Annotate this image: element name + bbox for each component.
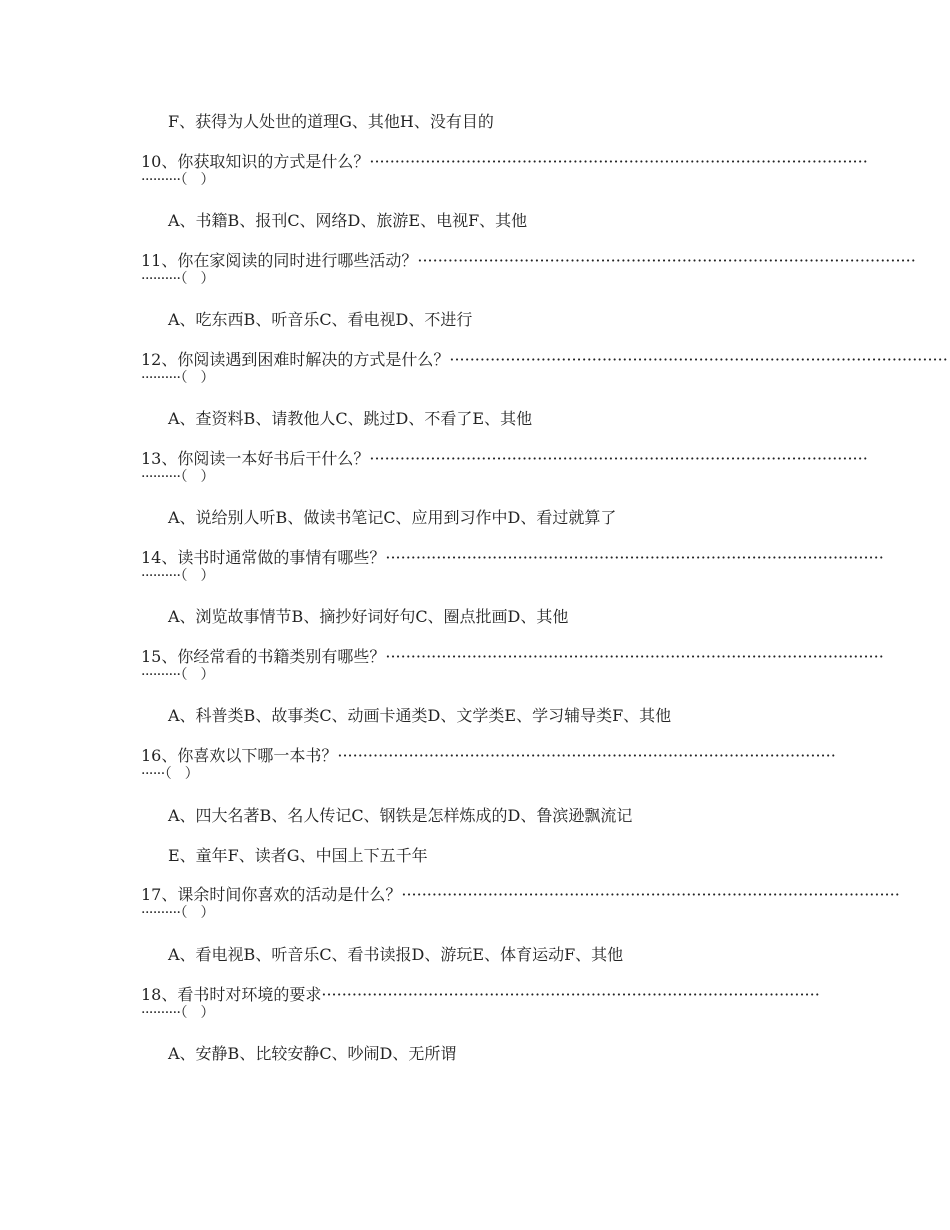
- question-14: [141, 548, 884, 567]
- leader-dots: ··································································································: [337, 746, 836, 765]
- answer-blank-11: ··········（ ）: [141, 271, 215, 287]
- question-text: 12、你阅读遇到困难时解决的方式是什么？: [141, 350, 450, 369]
- question-17: [141, 885, 900, 904]
- answer-blank-17: ··········（ ）: [141, 905, 215, 921]
- option-line-q9-f: F、获得为人处世的道理G、其他H、没有目的: [168, 112, 494, 131]
- leader-dots: ··································································································: [417, 251, 916, 270]
- question-18: [141, 985, 820, 1004]
- question-11: [141, 251, 916, 270]
- options-17: A、看电视B、听音乐C、看书读报D、游玩E、体育运动F、其他: [168, 945, 624, 964]
- answer-blank-18: ··········（ ）: [141, 1005, 215, 1021]
- answer-blank-14: ··········（ ）: [141, 568, 215, 584]
- answer-blank-15: ··········（ ）: [141, 667, 215, 683]
- question-text: 18、看书时对环境的要求: [141, 985, 322, 1004]
- options-16-line2: E、童年F、读者G、中国上下五千年: [168, 846, 428, 865]
- leader-dots: ··································································································: [449, 350, 948, 369]
- question-text: 17、课余时间你喜欢的活动是什么？: [141, 885, 402, 904]
- question-text: 15、你经常看的书籍类别有哪些？: [141, 647, 386, 666]
- options-10: A、书籍B、报刊C、网络D、旅游E、电视F、其他: [168, 211, 528, 230]
- question-text: 13、你阅读一本好书后干什么？: [141, 449, 370, 468]
- answer-blank-13: ··········（ ）: [141, 469, 215, 485]
- question-12: [141, 350, 948, 369]
- options-15: A、科普类B、故事类C、动画卡通类D、文学类E、学习辅导类F、其他: [168, 706, 672, 725]
- leader-dots: ··································································································: [401, 885, 900, 904]
- answer-blank-10: ··········（ ）: [141, 172, 215, 188]
- question-13: [141, 449, 868, 468]
- options-18: A、安静B、比较安静C、吵闹D、无所谓: [168, 1044, 457, 1063]
- question-text: 16、你喜欢以下哪一本书？: [141, 746, 338, 765]
- answer-blank-16: ······（ ）: [141, 766, 199, 782]
- question-15: [141, 647, 884, 666]
- question-text: 10、你获取知识的方式是什么？: [141, 152, 370, 171]
- options-11: A、吃东西B、听音乐C、看电视D、不进行: [168, 310, 473, 329]
- leader-dots: ··································································································: [369, 152, 868, 171]
- question-text: 11、你在家阅读的同时进行哪些活动？: [141, 251, 418, 270]
- leader-dots: ··································································································: [369, 449, 868, 468]
- options-14: A、浏览故事情节B、摘抄好词好句C、圈点批画D、其他: [168, 607, 569, 626]
- options-12: A、查资料B、请教他人C、跳过D、不看了E、其他: [168, 409, 533, 428]
- options-16-line1: A、四大名著B、名人传记C、钢铁是怎样炼成的D、鲁滨逊飘流记: [168, 806, 633, 825]
- options-13: A、说给别人听B、做读书笔记C、应用到习作中D、看过就算了: [168, 508, 617, 527]
- leader-dots: ··································································································: [321, 985, 820, 1004]
- leader-dots: ··································································································: [385, 647, 884, 666]
- question-16: [141, 746, 836, 765]
- question-10: [141, 152, 868, 171]
- question-text: 14、读书时通常做的事情有哪些？: [141, 548, 386, 567]
- answer-blank-12: ··········（ ）: [141, 370, 215, 386]
- leader-dots: ··································································································: [385, 548, 884, 567]
